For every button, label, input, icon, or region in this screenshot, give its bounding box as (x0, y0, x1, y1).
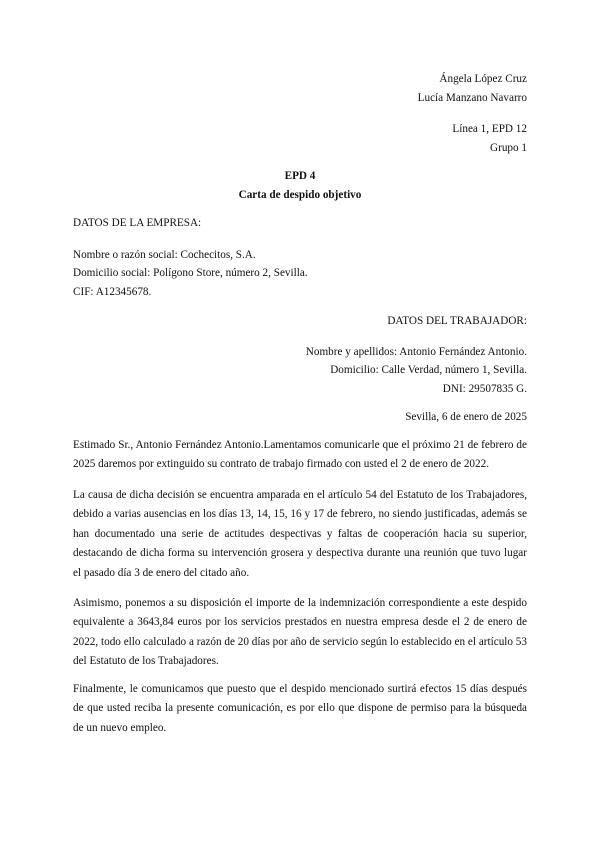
company-address: Domicilio social: Polígono Store, número 2, Sevilla. (73, 267, 308, 279)
author-1: Ángela López Cruz (439, 73, 527, 85)
group: Grupo 1 (490, 142, 527, 154)
paragraph-1: Estimado Sr., Antonio Fernández Antonio.Lamentamos comunicarle que el próximo 21 de febrero de 2025 daremos por extinguido su contrato de trabajo firmado con usted el 2 de enero de 2022. (73, 439, 527, 471)
worker-heading: DATOS DEL TRABAJADOR: (387, 315, 527, 327)
paragraph-3: Asimismo, ponemos a su disposición el importe de la indemnización correspondiente a este despido equivalente a 3643,84 euros por los servicios prestados en nuestra empresa desde el 2 de enero de 2022, todo ello calculado a razón de 20 días por año de servicio según lo establecido en el artículo 53 del Estatuto de los Trabajadores. (73, 597, 527, 668)
company-heading: DATOS DE LA EMPRESA: (73, 217, 202, 229)
worker-name: Nombre y apellidos: Antonio Fernández Antonio. (305, 346, 527, 358)
document-title: EPD 4 (284, 170, 316, 182)
worker-address: Domicilio: Calle Verdad, número 1, Sevilla. (330, 364, 527, 376)
paragraph-2: La causa de dicha decisión se encuentra amparada en el artículo 54 del Estatuto de los Trabajadores, debido a varias ausencias en los días 13, 14, 15, 16 y 17 de febrero, no siendo justificadas, además se han documentado una serie de actitudes despectivas y faltas de cooperación hacia su superior, destacando de dicha forma su intervención grosera y despectiva durante una reunión que tuvo lugar el pasado día 3 de enero del citado año. (73, 489, 527, 579)
author-2: Lucía Manzano Navarro (417, 92, 527, 104)
date-line: Sevilla, 6 de enero de 2025 (405, 411, 527, 423)
document-subtitle: Carta de despido objetivo (238, 189, 362, 201)
paragraph-4: Finalmente, le comunicamos que puesto que el despido mencionado surtirá efectos 15 días después de que usted reciba la presente comunicación, es por ello que dispone de permiso para la búsqueda de un nuevo empleo. (73, 683, 527, 734)
company-cif: CIF: A12345678. (73, 286, 152, 298)
line-group: Línea 1, EPD 12 (452, 123, 527, 135)
company-name: Nombre o razón social: Cochecitos, S.A. (73, 249, 256, 261)
worker-dni: DNI: 29507835 G. (442, 383, 527, 395)
